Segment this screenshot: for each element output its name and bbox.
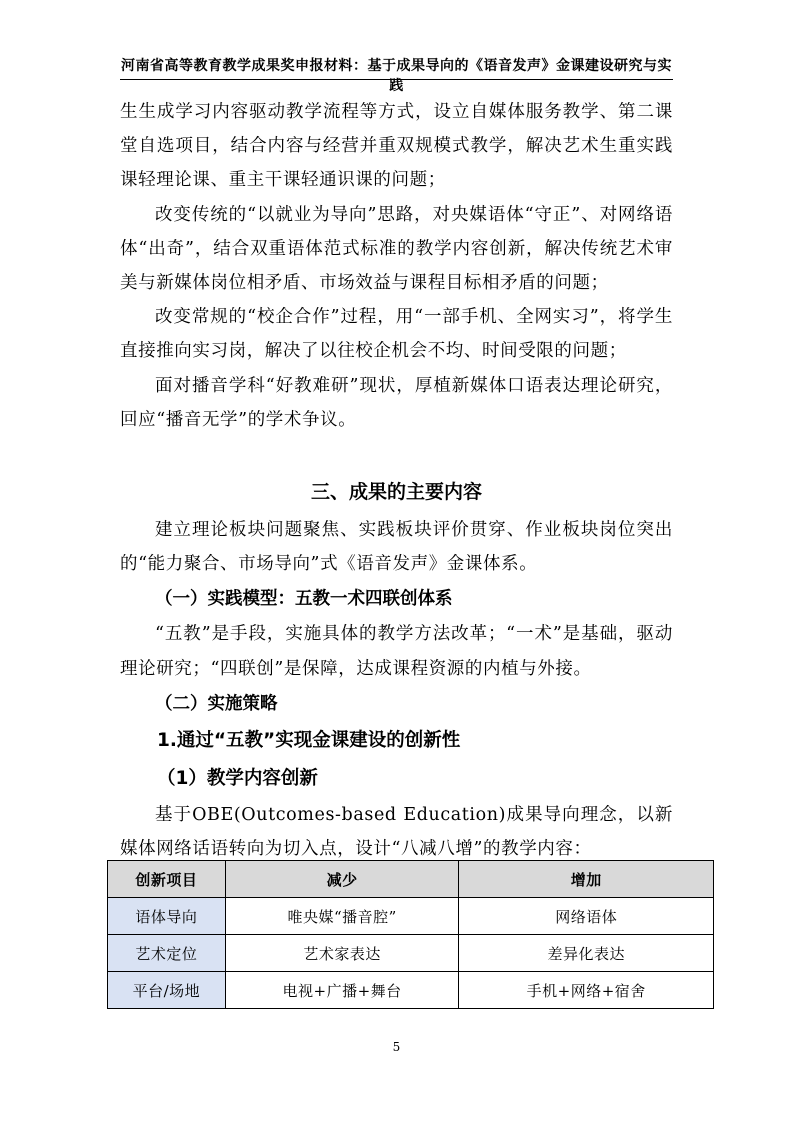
paragraph-4: 面对播音学科“好教难研”现状，厚植新媒体口语表达理论研究，回应“播音无学”的学术争议。 <box>120 375 673 430</box>
table-cell: 手机+网络+宿舍 <box>459 972 714 1009</box>
table-cell: 差异化表达 <box>459 935 714 972</box>
paragraph-3: 改变常规的“校企合作”过程，用“一部手机、全网实习”，将学生直接推向实习岗，解决了以往校企机会不均、时间受限的问题； <box>120 307 673 362</box>
table-cell: 电视+广播+舞台 <box>225 972 459 1009</box>
subsection-2-title: （二）实施策略 <box>155 693 278 714</box>
table-cell: 网络语体 <box>459 898 714 935</box>
table-header-cell: 增加 <box>459 861 714 898</box>
subsection-2-1-title: 1.通过“五教”实现金课建设的创新性 <box>157 729 461 751</box>
table-row <box>108 935 714 972</box>
table-cell: 唯央媒“播音腔” <box>225 898 459 935</box>
section-title: 三、成果的主要内容 <box>310 481 482 504</box>
table-header-row <box>108 861 714 898</box>
content-table <box>107 860 714 1009</box>
table-cell: 艺术定位 <box>108 935 226 972</box>
page-body <box>120 95 673 866</box>
subsection-2-1-1-text: 基于OBE(Outcomes-based Education)成果导向理念，以新媒体网络话语转向为切入点，设计“八减八增”的教学内容： <box>120 804 673 860</box>
table-row <box>108 898 714 935</box>
subsection-2-1-1-title: （1）教学内容创新 <box>157 767 318 789</box>
table-cell: 艺术家表达 <box>225 935 459 972</box>
document-header: 河南省高等教育教学成果奖申报材料：基于成果导向的《语音发声》金课建设研究与实践 <box>121 58 672 94</box>
section-intro: 建立理论板块问题聚焦、实践板块评价贯穿、作业板块岗位突出的“能力聚合、市场导向”式《语音发声》金课体系。 <box>120 520 673 575</box>
page-number: 5 <box>392 1040 401 1054</box>
header-rule <box>120 79 673 80</box>
table-header-cell: 减少 <box>225 861 459 898</box>
table-cell: 平台/场地 <box>108 972 226 1009</box>
table-cell: 语体导向 <box>108 898 226 935</box>
table-row <box>108 972 714 1009</box>
table-header-cell: 创新项目 <box>108 861 226 898</box>
paragraph-1: 生生成学习内容驱动教学流程等方式，设立自媒体服务教学、第二课堂自选项目，结合内容与经营并重双规模式教学，解决艺术生重实践课轻理论课、重主干课轻通识课的问题； <box>120 102 673 191</box>
subsection-1-title: （一）实践模型：五教一术四联创体系 <box>155 589 453 610</box>
paragraph-2: 改变传统的“以就业为导向”思路，对央媒语体“守正”、对网络语体“出奇”，结合双重语体范式标准的教学内容创新，解决传统艺术审美与新媒体岗位相矛盾、市场效益与课程目标相矛盾的问题； <box>120 204 673 294</box>
subsection-1-text: “五教”是手段，实施具体的教学方法改革；“一术”是基础，驱动理论研究；“四联创”是保障，达成课程资源的内植与外接。 <box>120 624 673 679</box>
